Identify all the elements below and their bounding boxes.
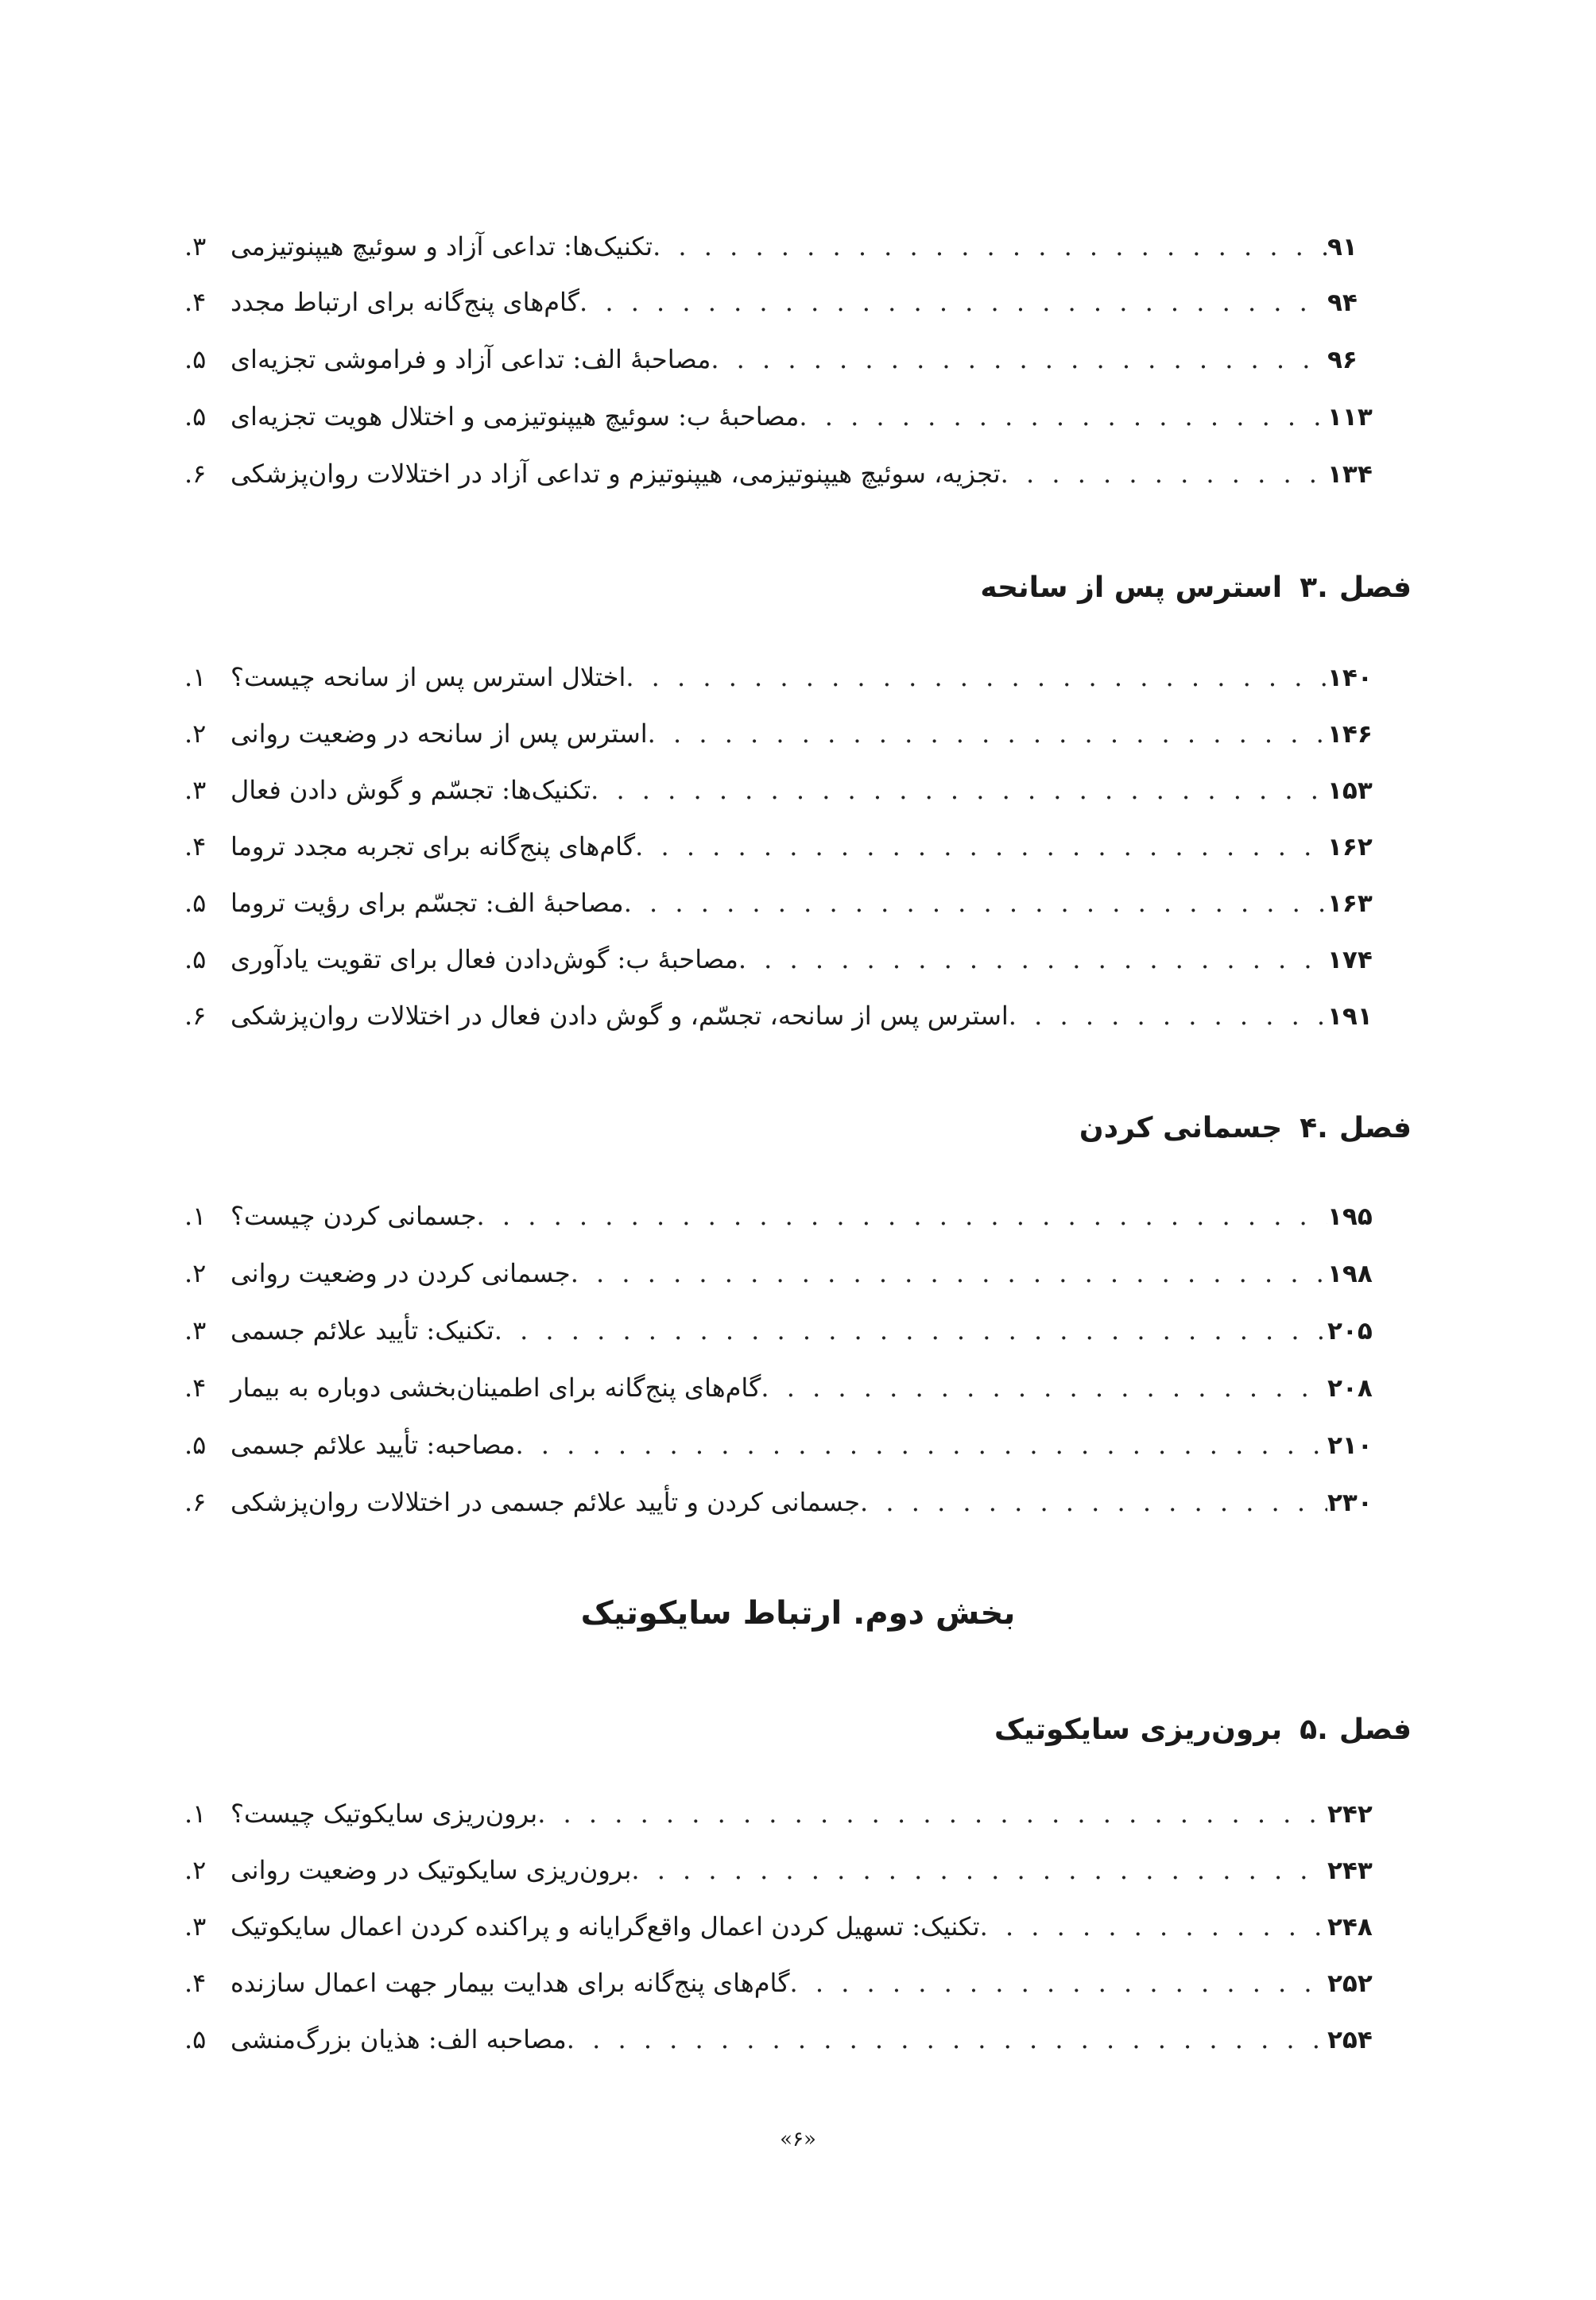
entry-title: تکنیک: تأیید علائم جسمی [230,1315,494,1346]
leader-dots [860,1478,1327,1526]
entry-number: .۱ [184,1799,207,1829]
toc-entry[interactable] [184,335,1405,383]
entry-title: جسمانی کردن و تأیید علائم جسمی در اختلالات روان‌پزشکی [230,1487,861,1517]
leader-dots [1009,992,1327,1040]
toc-entry[interactable] [184,935,1405,983]
entry-page-number: ۱۷۴ [1327,946,1373,974]
entry-number: .۱ [184,1201,207,1231]
toc-entry[interactable] [184,1903,1405,1950]
entry-number: .۶ [184,1001,207,1031]
leader-dots [790,1959,1327,2007]
chapter-number: .۳ [1300,571,1328,604]
entry-title: مصاحبه: تأیید علائم جسمی [230,1430,516,1460]
entry-number: .۳ [184,231,207,261]
leader-dots [761,1364,1327,1411]
entry-page-number: ۲۴۲ [1327,1800,1373,1829]
chapter-heading[interactable] [980,560,1412,616]
entry-title: مصاحبهٔ الف: تجسّم برای رؤیت تروما [230,888,624,918]
entry-number: .۵ [184,1430,207,1460]
entry-number: .۴ [184,1968,207,1998]
entry-number: .۵ [184,344,207,374]
chapter-number: .۵ [1300,1713,1328,1746]
toc-entry[interactable] [184,653,1405,701]
toc-entry[interactable] [184,2015,1405,2063]
entry-page-number: ۱۳۴ [1327,460,1373,489]
chapter-label: فصل [1338,1112,1412,1144]
toc-entry[interactable] [184,1192,1405,1240]
entry-number: .۵ [184,888,207,918]
entry-number: .۲ [184,1855,207,1885]
entry-title: تکنیک‌ها: تداعی آزاد و سوئیچ هیپنوتیزمی [230,231,653,261]
entry-number: .۴ [184,831,207,862]
entry-title: گام‌های پنج‌گانه برای ارتباط مجدد [230,287,580,317]
chapter-label: فصل [1338,571,1412,604]
chapter-title: جسمانی کردن [1079,1112,1283,1144]
entry-number: .۶ [184,459,207,489]
toc-entry[interactable] [184,1790,1405,1837]
entry-number: .۳ [184,775,207,805]
entry-page-number: ۱۹۸ [1327,1260,1373,1288]
entry-number: .۶ [184,1487,207,1517]
toc-entry[interactable] [184,992,1405,1040]
entry-title: گام‌های پنج‌گانه برای اطمینان‌بخشی دوباره به بیمار [230,1373,761,1403]
entry-page-number: ۲۵۲ [1327,1969,1373,1998]
toc-entry[interactable] [184,223,1405,270]
entry-number: .۲ [184,1258,207,1288]
entry-title: تجزیه، سوئیچ هیپنوتیزمی، هیپنوتیزم و تداعی آزاد در اختلالات روان‌پزشکی [230,459,1001,489]
entry-title: استرس پس از سانحه، تجسّم، و گوش دادن فعال در اختلالات روان‌پزشکی [230,1001,1009,1031]
entry-number: .۲ [184,718,207,749]
leader-dots [711,335,1327,383]
entry-page-number: ۹۴ [1327,288,1358,317]
entry-number: .۴ [184,1373,207,1403]
entry-title: برون‌ریزی سایکوتیک چیست؟ [230,1799,538,1829]
leader-dots [477,1192,1327,1240]
page-number-footer: «۶» [780,2128,816,2151]
entry-title: مصاحبهٔ ب: گوش‌دادن فعال برای تقویت یادآوری [230,944,738,974]
toc-entry[interactable] [184,1249,1405,1297]
entry-number: .۵ [184,401,207,432]
chapter-title: برون‌ریزی سایکوتیک [994,1713,1283,1746]
entry-number: .۳ [184,1911,207,1942]
chapter-number: .۴ [1300,1112,1328,1144]
leader-dots [515,1421,1327,1469]
leader-dots [653,223,1327,270]
entry-page-number: ۲۵۴ [1327,2026,1373,2054]
entry-page-number: ۱۶۲ [1327,833,1373,862]
entry-page-number: ۱۶۳ [1327,889,1373,918]
leader-dots [631,1846,1327,1894]
leader-dots [626,653,1327,701]
entry-page-number: ۲۴۸ [1327,1913,1373,1942]
entry-title: برون‌ریزی سایکوتیک در وضعیت روانی [230,1855,632,1885]
entry-page-number: ۱۴۰ [1327,664,1373,692]
entry-page-number: ۲۳۰ [1327,1489,1373,1517]
toc-entry[interactable] [184,766,1405,814]
entry-page-number: ۲۱۰ [1327,1431,1373,1460]
leader-dots [567,2015,1327,2063]
toc-entry[interactable] [184,393,1405,440]
entry-page-number: ۱۵۳ [1327,776,1373,805]
leader-dots [738,935,1327,983]
toc-entry[interactable] [184,1846,1405,1894]
entry-title: مصاحبهٔ الف: تداعی آزاد و فراموشی تجزیه‌ای [230,344,711,374]
entry-page-number: ۱۱۳ [1327,403,1373,432]
leader-dots [1001,450,1327,498]
entry-title: گام‌های پنج‌گانه برای هدایت بیمار جهت اعمال سازنده [230,1968,790,1998]
entry-number: .۱ [184,662,207,692]
entry-number: .۴ [184,287,207,317]
entry-title: مصاحبه الف: هذیان بزرگ‌منشی [230,2024,567,2054]
entry-page-number: ۲۴۳ [1327,1857,1373,1885]
entry-title: اختلال استرس پس از سانحه چیست؟ [230,662,626,692]
entry-page-number: ۱۴۶ [1327,720,1373,749]
leader-dots [494,1307,1327,1354]
chapter-title: استرس پس از سانحه [980,571,1283,604]
leader-dots [579,278,1327,326]
leader-dots [624,879,1327,927]
entry-page-number: ۱۹۱ [1327,1002,1373,1031]
toc-entry[interactable] [184,710,1405,757]
toc-entry[interactable] [184,879,1405,927]
leader-dots [799,393,1327,440]
toc-entry[interactable] [184,1307,1405,1354]
toc-entry[interactable] [184,1421,1405,1469]
toc-entry[interactable] [184,1959,1405,2007]
leader-dots [537,1790,1327,1837]
entry-page-number: ۹۱ [1327,233,1358,261]
entry-title: جسمانی کردن چیست؟ [230,1201,477,1231]
entry-title: تکنیک: تسهیل کردن اعمال واقع‌گرایانه و پراکنده کردن اعمال سایکوتیک [230,1911,980,1942]
entry-number: .۳ [184,1315,207,1346]
leader-dots [648,710,1327,757]
leader-dots [635,823,1327,870]
entry-page-number: ۱۹۵ [1327,1202,1373,1231]
toc-entry[interactable] [184,450,1405,498]
entry-number: .۵ [184,944,207,974]
chapter-heading[interactable] [1079,1101,1412,1156]
toc-entry[interactable] [184,1364,1405,1411]
toc-entry[interactable] [184,823,1405,870]
chapter-label: فصل [1338,1713,1412,1746]
chapter-heading[interactable] [994,1702,1412,1758]
entry-number: .۵ [184,2024,207,2054]
part-title[interactable]: بخش دوم. ارتباط سایکوتیک [580,1595,1016,1632]
leader-dots [591,766,1327,814]
entry-page-number: ۹۶ [1327,346,1358,374]
entry-title: تکنیک‌ها: تجسّم و گوش دادن فعال [230,775,591,805]
entry-title: گام‌های پنج‌گانه برای تجربه مجدد تروما [230,831,636,862]
entry-page-number: ۲۰۵ [1327,1317,1373,1346]
entry-page-number: ۲۰۸ [1327,1374,1373,1403]
leader-dots [571,1249,1327,1297]
toc-entry[interactable] [184,278,1405,326]
entry-title: جسمانی کردن در وضعیت روانی [230,1258,571,1288]
entry-title: استرس پس از سانحه در وضعیت روانی [230,718,648,749]
leader-dots [980,1903,1327,1950]
toc-entry[interactable] [184,1478,1405,1526]
entry-title: مصاحبهٔ ب: سوئیچ هیپنوتیزمی و اختلال هویت تجزیه‌ای [230,401,800,432]
